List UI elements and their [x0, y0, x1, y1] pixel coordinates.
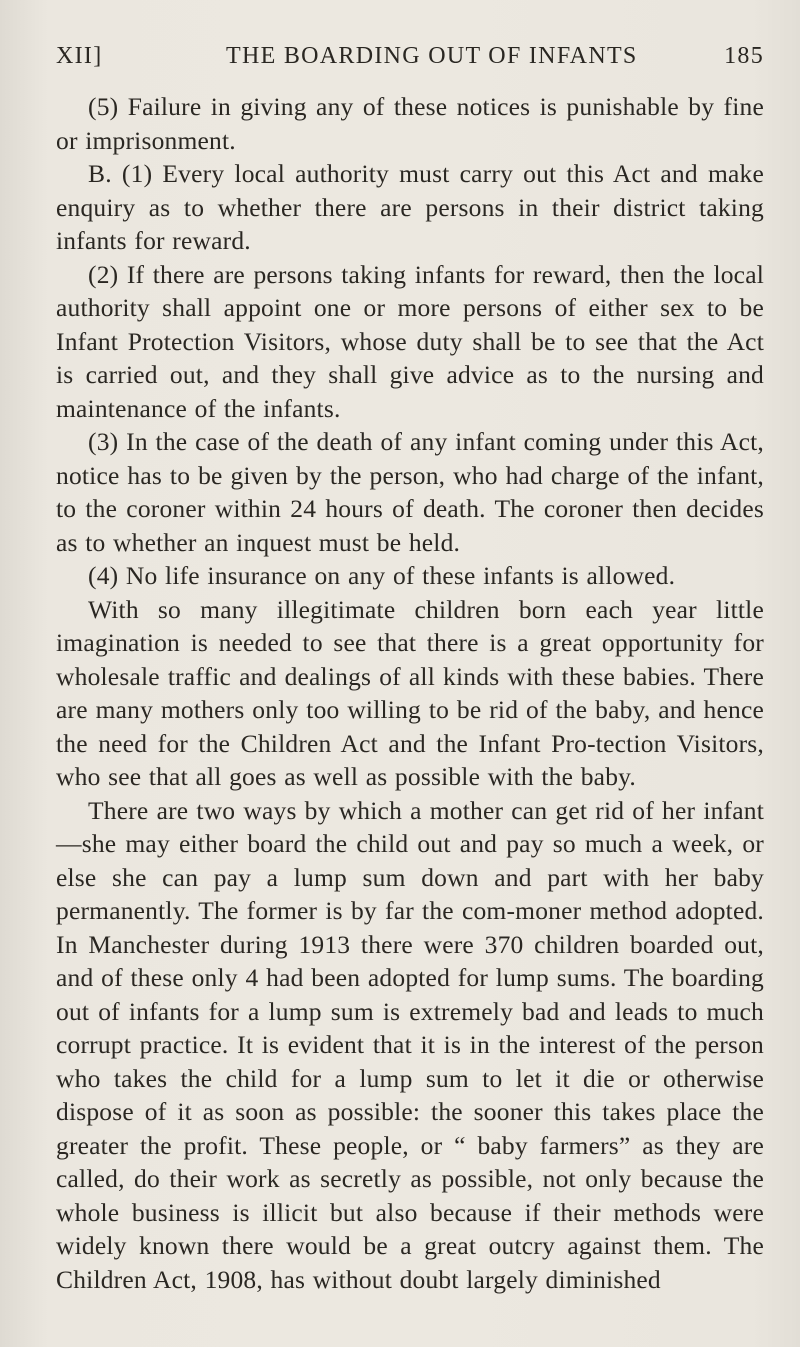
chapter-number: XII]: [56, 43, 103, 69]
running-header: [56, 40, 764, 80]
page-number: 185: [724, 43, 764, 69]
body-text: [56, 90, 764, 1296]
paragraph: There are two ways by which a mother can get rid of her infant—she may either board the child out and pay so much a week, or else she can pay a lump sum down and part with her baby permanently. The former is by far the com-moner method adopted. In Manchester during 1913 there were 370 children boarded out, and of these only 4 had been adopted for lump sums. The boarding out of infants for a lump sum is extremely bad and leads to much corrupt practice. It is evident that it is in the interest of the person who takes the child for a lump sum to let it die or otherwise dispose of it as soon as possible: the sooner this takes place the greater the profit. These people, or “ baby farmers” as they are called, do their work as secretly as possible, not only because the whole business is illicit but also because if their methods were widely known there would be a great outcry against them. The Children Act, 1908, has without doubt largely diminished: [56, 795, 764, 1294]
paragraph: (4) No life insurance on any of these infants is allowed.: [88, 561, 676, 590]
paragraph: (2) If there are persons taking infants for reward, then the local authority shall appoint one or more persons of either sex to be Infant Protection Visitors, whose duty shall be to see that the Act is carried out, and they shall give advice as to the nursing and maintenance of the infants.: [56, 259, 764, 423]
running-title: THE BOARDING OUT OF INFANTS: [226, 43, 638, 69]
paragraph: (5) Failure in giving any of these notices is punishable by fine or imprisonment.: [56, 92, 764, 155]
paragraph: (3) In the case of the death of any infant coming under this Act, notice has to be given by the person, who had charge of the infant, to the coroner within 24 hours of death. The coroner then decides as to whether an inquest must be held.: [56, 427, 764, 557]
paragraph: B. (1) Every local authority must carry out this Act and make enquiry as to whether there are persons in their district taking infants for reward.: [56, 159, 764, 255]
paragraph: With so many illegitimate children born each year little imagination is needed to see that there is a great opportunity for wholesale traffic and dealings of all kinds with these babies. There are many mothers only too willing to be rid of the baby, and hence the need for the Children Act and the Infant Pro-tection Visitors, who see that all goes as well as possible with the baby.: [56, 594, 764, 791]
